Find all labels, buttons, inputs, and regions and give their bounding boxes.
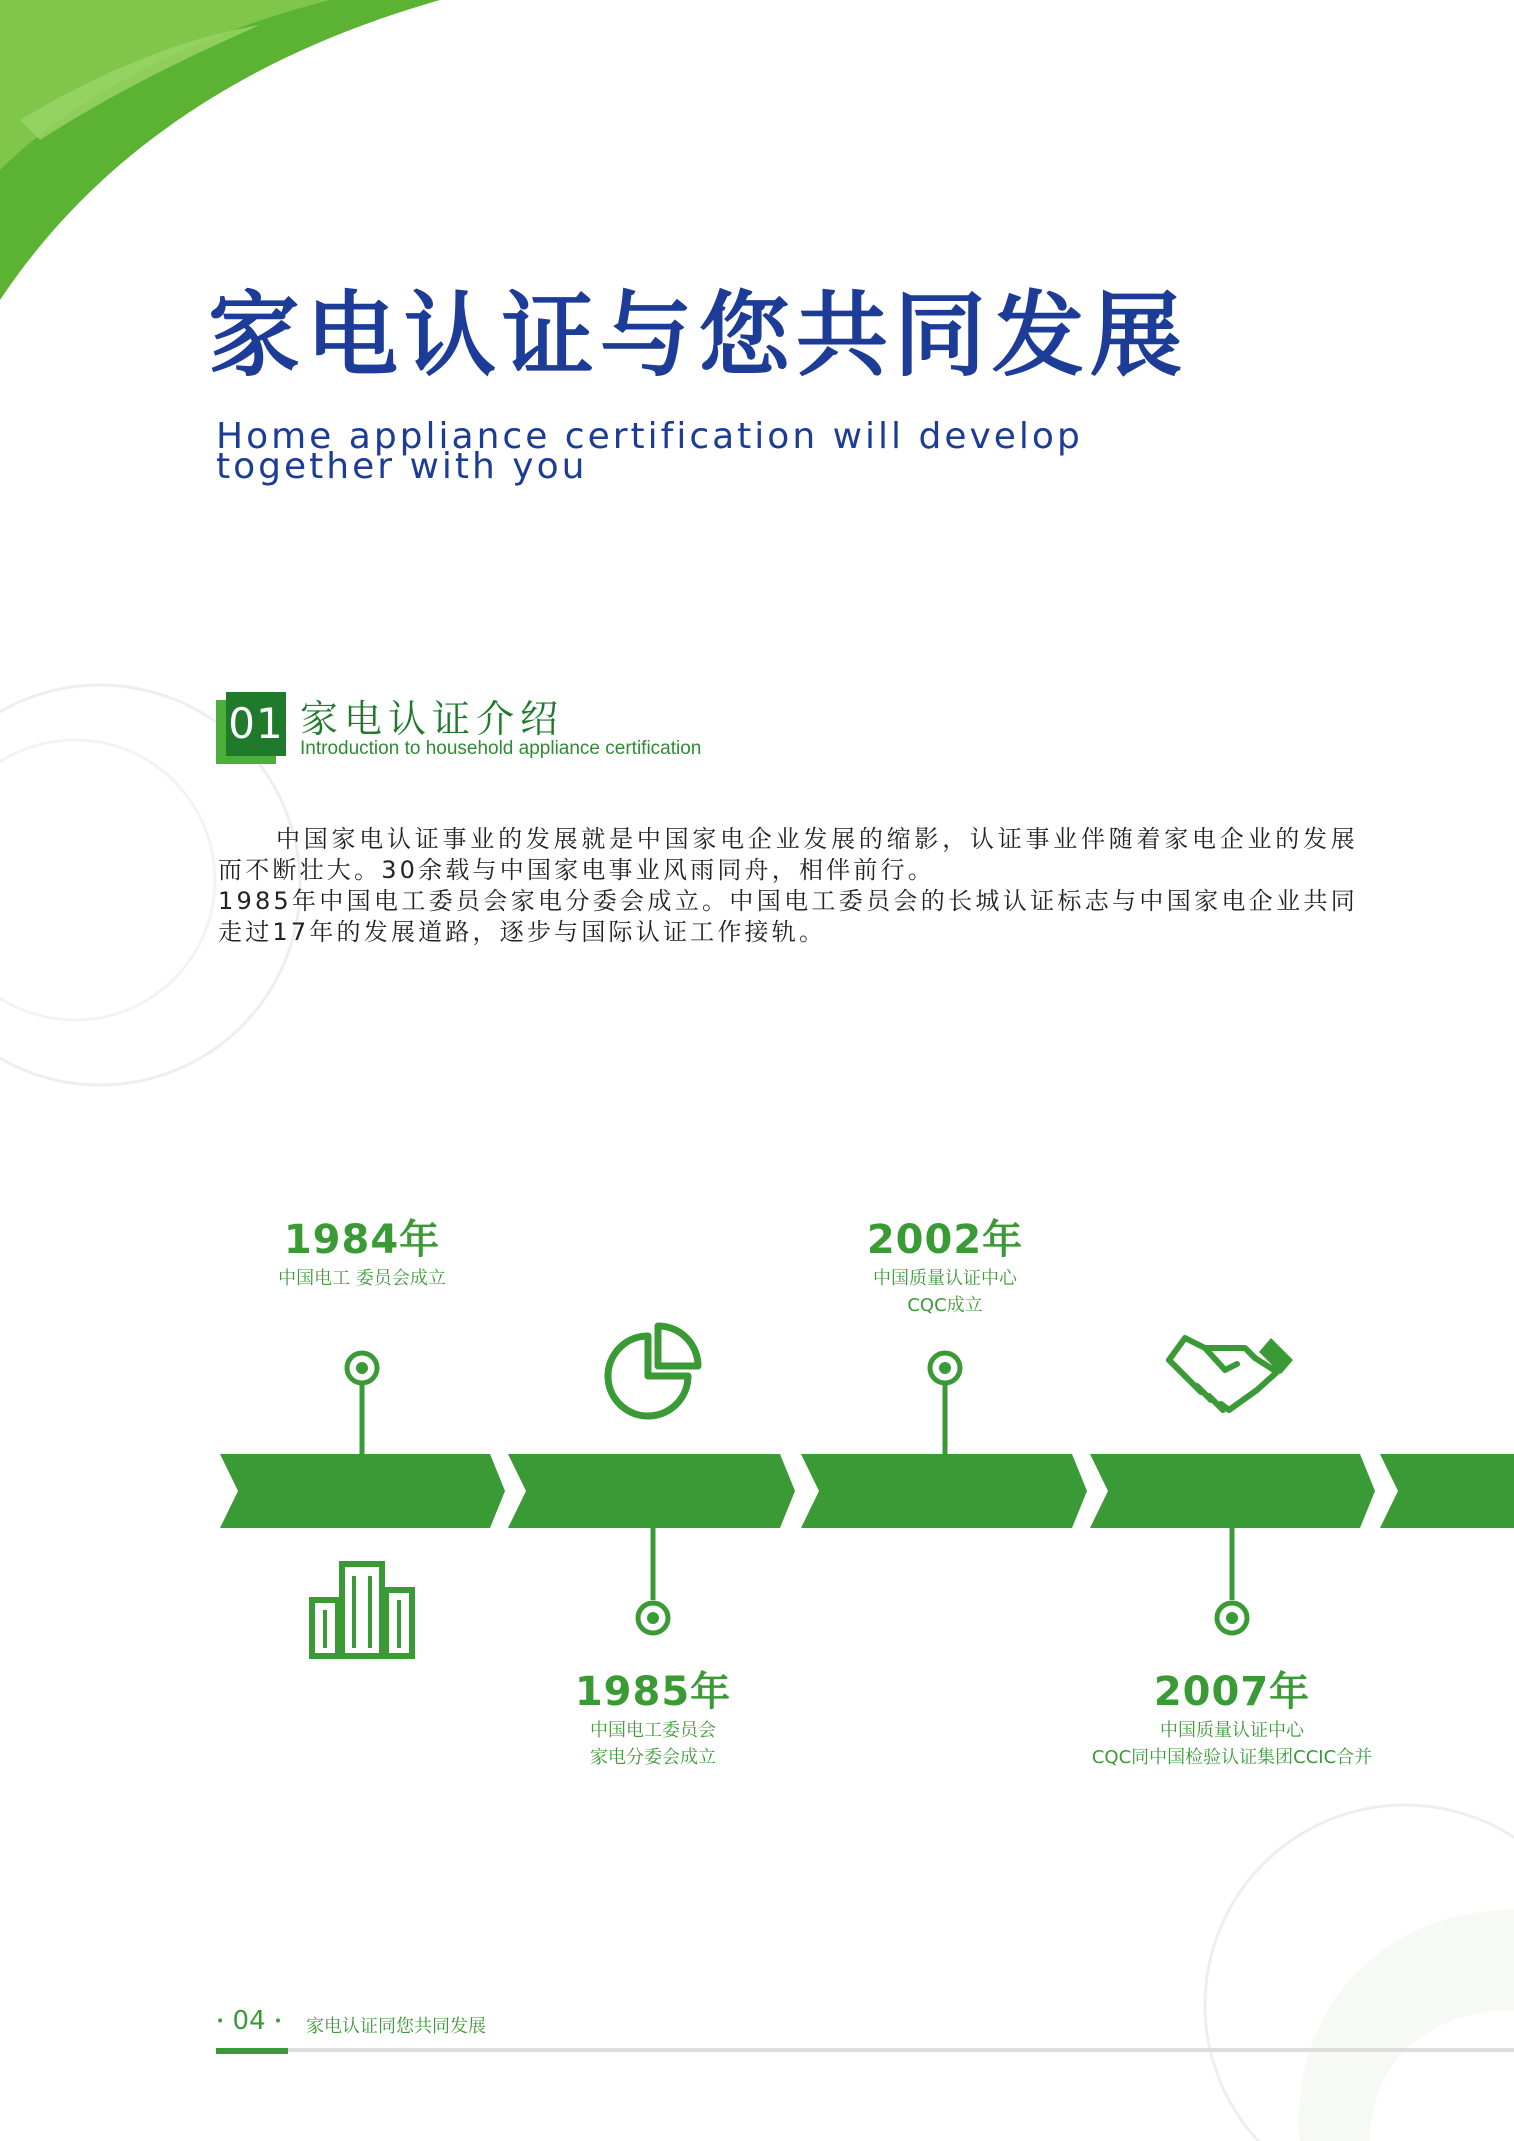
event-year: 2007年	[1153, 1669, 1311, 1715]
page-subtitle: Home appliance certification will develop together with you	[216, 416, 1083, 487]
footer-title: 家电认证同您共同发展	[306, 2016, 486, 2037]
event-year: 2002年	[866, 1217, 1024, 1263]
event-description: CQC同中国检验认证集团CCIC合并	[1091, 1747, 1373, 1768]
timeline-event-1984	[152, 1208, 572, 1292]
event-description: 中国质量认证中心	[1160, 1720, 1304, 1741]
handshake-icon	[1165, 1330, 1297, 1420]
timeline-event-2007	[1022, 1660, 1442, 1771]
bullet-dot: •	[273, 2013, 283, 2030]
event-description: 中国电工委员会	[590, 1720, 716, 1741]
building-icon	[308, 1560, 418, 1660]
section-header	[216, 692, 1016, 782]
intro-text	[218, 824, 1358, 948]
event-year: 1984年	[283, 1217, 441, 1263]
event-description: 家电分委会成立	[590, 1747, 716, 1768]
corner-leaf-decoration	[0, 0, 440, 300]
page-title: 家电认证与您共同发展	[208, 282, 1189, 389]
intro-paragraph: 中国家电认证事业的发展就是中国家电企业发展的缩影，认证事业伴随着家电企业的发展而不断壮大。30余载与中国家电事业风雨同舟，相伴前行。	[218, 825, 1358, 884]
event-description: 中国电工 委员会成立	[278, 1268, 446, 1289]
timeline-event-2002	[735, 1208, 1155, 1319]
faint-logo-decoration	[1205, 1805, 1514, 2141]
pie-chart-icon	[600, 1322, 706, 1428]
event-year: 1985年	[574, 1669, 732, 1715]
intro-paragraph: 1985年中国电工委员会家电分委会成立。中国电工委员会的长城认证标志与中国家电企业共同走过17年的发展道路，逐步与国际认证工作接轨。	[218, 887, 1358, 946]
footer-page-number	[216, 2006, 282, 2036]
timeline-band	[220, 1454, 1514, 1528]
event-description: 中国质量认证中心	[873, 1268, 1017, 1289]
page-number: 04	[232, 2006, 266, 2036]
section-title: 家电认证介绍	[300, 697, 565, 741]
bullet-dot: •	[216, 2013, 225, 2030]
section-number: 01	[226, 692, 286, 756]
event-description: CQC成立	[907, 1295, 983, 1316]
section-subtitle: Introduction to household appliance certification	[300, 738, 702, 759]
timeline-event-1985	[443, 1660, 863, 1771]
